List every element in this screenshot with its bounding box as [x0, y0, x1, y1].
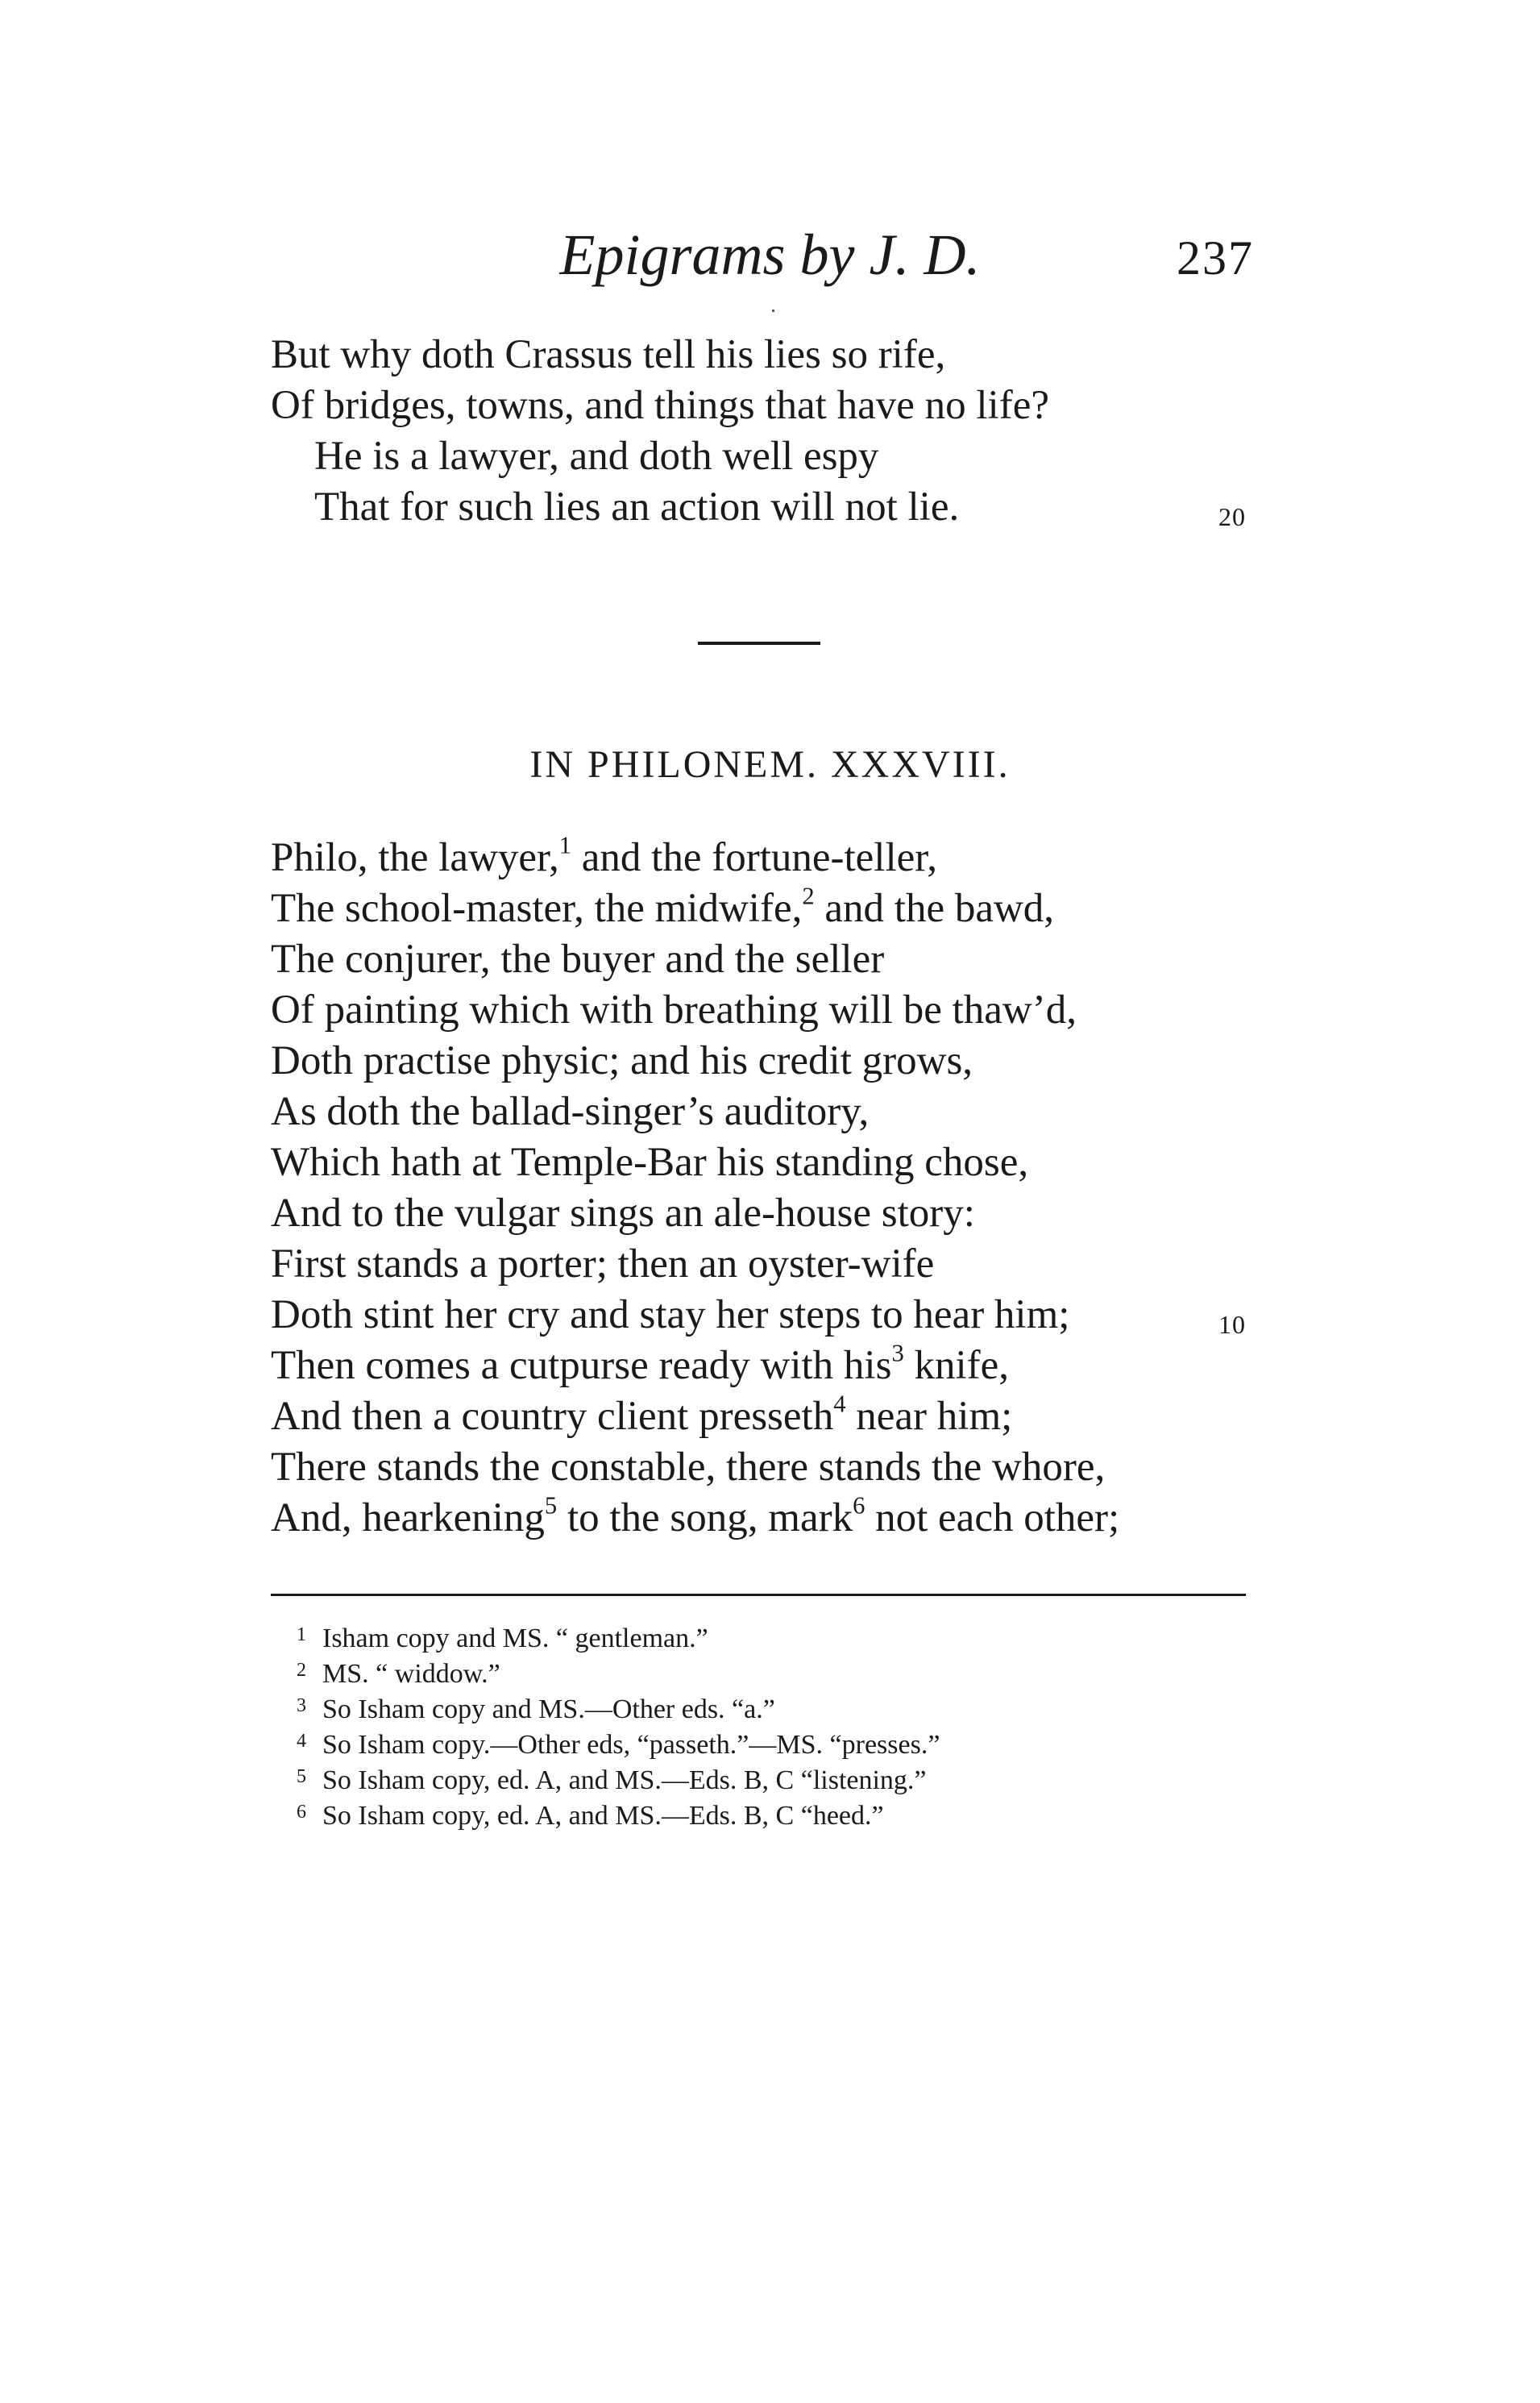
footnote-text: So Isham copy, ed. A, and MS.—Eds. B, C “heed.”: [322, 1801, 884, 1831]
verse-line: Doth practise physic; and his credit grows,: [271, 1038, 973, 1083]
footnote: [297, 1625, 708, 1653]
footnote-ref: 5: [544, 1491, 558, 1520]
footnote: [297, 1732, 940, 1759]
footnote-text: MS. “ widdow.”: [322, 1659, 500, 1689]
line-number: 20: [1218, 502, 1246, 531]
footnote-text: So Isham copy and MS.—Other eds. “a.”: [322, 1694, 775, 1724]
verse-line: That for such lies an action will not lie.: [314, 484, 960, 530]
verse-line: Philo, the lawyer,$^1$ and the fortune-teller,: [271, 831, 937, 880]
verse-line: First stands a porter; then an oyster-wife: [271, 1241, 935, 1287]
verse-line: But why doth Crassus tell his lies so rife,: [271, 332, 946, 377]
footnote-text: So Isham copy.—Other eds, “passeth.”—MS. “presses.”: [322, 1730, 940, 1760]
verse-line: As doth the ballad-singer’s auditory,: [271, 1089, 870, 1134]
footnote: [297, 1661, 500, 1688]
verse-line: And to the vulgar sings an ale-house story:: [271, 1191, 975, 1236]
footnote: [297, 1767, 927, 1794]
footnote-text: So Isham copy, ed. A, and MS.—Eds. B, C “listening.”: [322, 1765, 927, 1795]
footnote-ref: 4: [833, 1390, 846, 1418]
footnote-number: 6: [297, 1802, 306, 1823]
page-number: 237: [1177, 231, 1254, 285]
footnote-ref: 1: [558, 831, 572, 859]
print-speck: [772, 310, 774, 312]
verse-line: There stands the constable, there stands the whore,: [271, 1445, 1106, 1490]
footnote-number: 4: [297, 1731, 306, 1752]
verse-line: Which hath at Temple-Bar his standing chose,: [271, 1140, 1029, 1185]
verse-line: The school-master, the midwife,$^2$ and the bawd,: [271, 882, 1055, 931]
footnote-number: 2: [297, 1660, 306, 1681]
line-number: 10: [1218, 1310, 1246, 1339]
section-divider: [698, 642, 820, 645]
footnote-number: 3: [297, 1695, 306, 1716]
footnote-number: 1: [297, 1624, 306, 1645]
verse-line: Then comes a cutpurse ready with his$^3$ knife,: [271, 1339, 1010, 1388]
verse-line: He is a lawyer, and doth well espy: [314, 434, 879, 479]
verse-line: And, hearkening$^5$ to the song, mark$^6$ not each other;: [271, 1491, 1120, 1540]
footnote-ref: 2: [802, 882, 815, 910]
footnote-ref: 3: [891, 1339, 904, 1367]
footnote-rule: [271, 1594, 1246, 1596]
running-title: Epigrams by J. D.: [559, 222, 981, 287]
verse-line: Of painting which with breathing will be thaw’d,: [271, 987, 1077, 1033]
verse-line: The conjurer, the buyer and the seller: [271, 937, 885, 982]
footnote: [297, 1696, 775, 1723]
verse-line: Doth stint her cry and stay her steps to hear him;: [271, 1292, 1070, 1337]
footnote-number: 5: [297, 1766, 306, 1787]
epigram-heading: IN PHILONEM. XXXVIII.: [529, 743, 1011, 786]
verse-line: Of bridges, towns, and things that have no life?: [271, 383, 1049, 428]
footnote-ref: 6: [853, 1491, 865, 1520]
footnote: [297, 1802, 884, 1830]
verse-line: And then a country client presseth$^4$ near him;: [271, 1390, 1013, 1439]
footnote-text: Isham copy and MS. “ gentleman.”: [322, 1623, 708, 1653]
